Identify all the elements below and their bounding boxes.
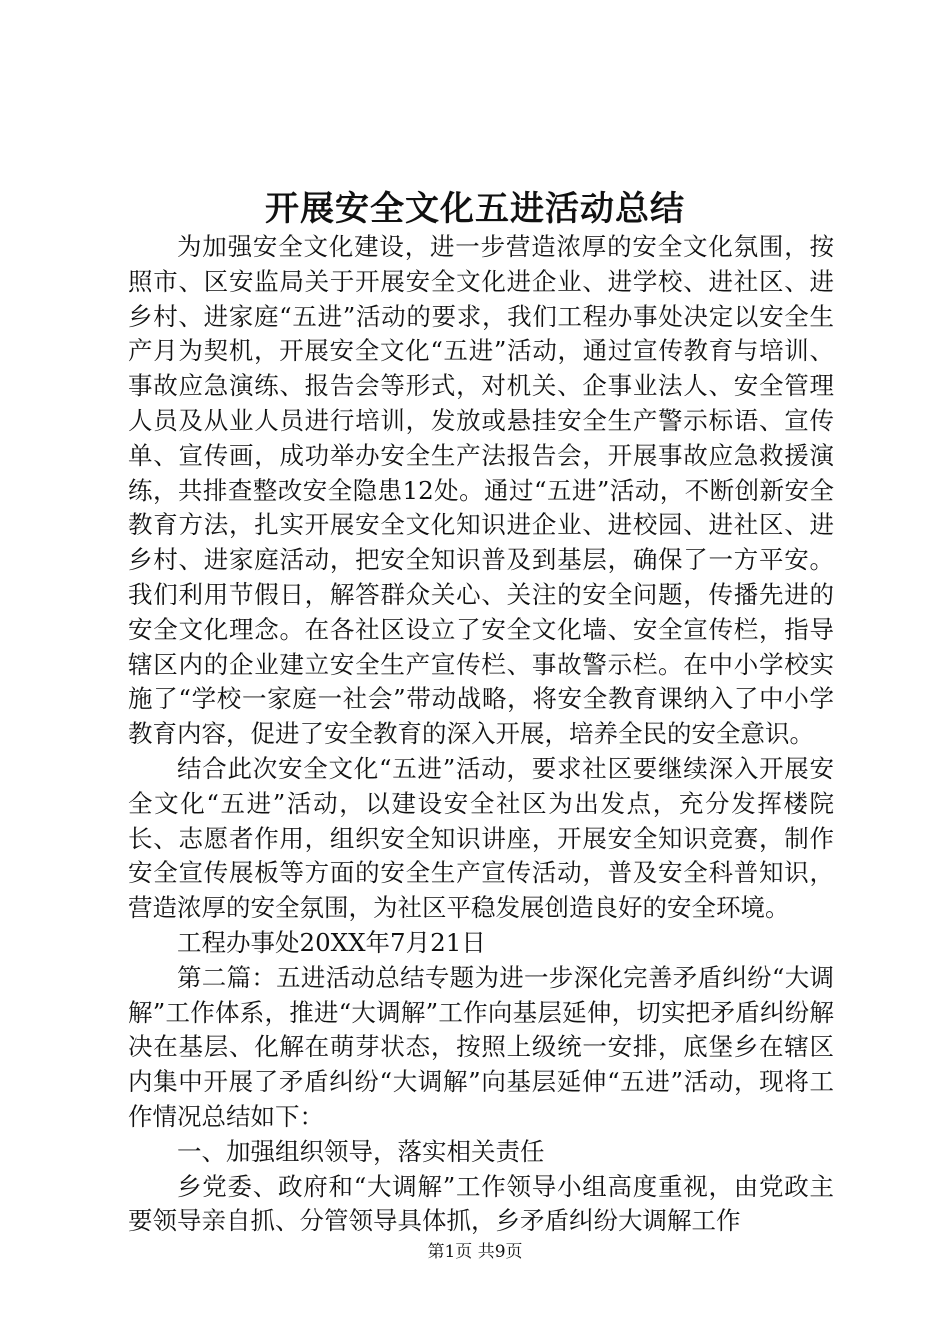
document-body <box>128 230 834 1239</box>
paragraph-signature: 工程办事处20XX年7月21日 <box>177 927 486 957</box>
paragraph-section-one: 乡党委、政府和“大调解”工作领导小组高度重视，由党政主要领导亲自抓、分管领导具体抓，乡矛盾纠纷大调解工作 <box>128 1171 834 1236</box>
page-footer: 第1页 共9页 <box>427 1242 523 1262</box>
section-heading: 一、加强组织领导，落实相关责任 <box>177 1136 545 1166</box>
document-title: 开展安全文化五进活动总结 <box>265 189 685 229</box>
paragraph-part-two: 第二篇：五进活动总结专题为进一步深化完善矛盾纠纷“大调解”工作体系，推进“大调解”工作向基层延伸，切实把矛盾纠纷解决在基层、化解在萌芽状态，按照上级统一安排，底堡乡在辖区内集中开展了矛盾纠纷“大调解”向基层延伸“五进”活动，现将工作情况总结如下： <box>128 962 834 1131</box>
paragraph-intro: 为加强安全文化建设，进一步营造浓厚的安全文化氛围，按照市、区安监局关于开展安全文化进企业、进学校、进社区、进乡村、进家庭“五进”活动的要求，我们工程办事处决定以安全生产月为契机，开展安全文化“五进”活动，通过宣传教育与培训、事故应急演练、报告会等形式，对机关、企事业法人、安全管理人员及从业人员进行培训，发放或悬挂安全生产警示标语、宣传单、宣传画，成功举办安全生产法报告会，开展事故应急救援演练，共排查整改安全隐患12处。通过“五进”活动，不断创新安全教育方法，扎实开展安全文化知识进企业、进校园、进社区、进乡村、进家庭活动，把安全知识普及到基层，确保了一方平安。我们利用节假日，解答群众关心、关注的安全问题，传播先进的安全文化理念。在各社区设立了安全文化墙、安全宣传栏，指导辖区内的企业建立安全生产宣传栏、事故警示栏。在中小学校实施了“学校一家庭一社会”带动战略，将安全教育课纳入了中小学教育内容，促进了安全教育的深入开展，培养全民的安全意识。 <box>128 232 834 749</box>
paragraph-followup: 结合此次安全文化“五进”活动，要求社区要继续深入开展安全文化“五进”活动，以建设安全社区为出发点，充分发挥楼院长、志愿者作用，组织安全知识讲座，开展安全知识竞赛，制作安全宣传展板等方面的安全生产宣传活动，普及安全科普知识，营造浓厚的安全氛围，为社区平稳发展创造良好的安全环境。 <box>128 753 834 923</box>
